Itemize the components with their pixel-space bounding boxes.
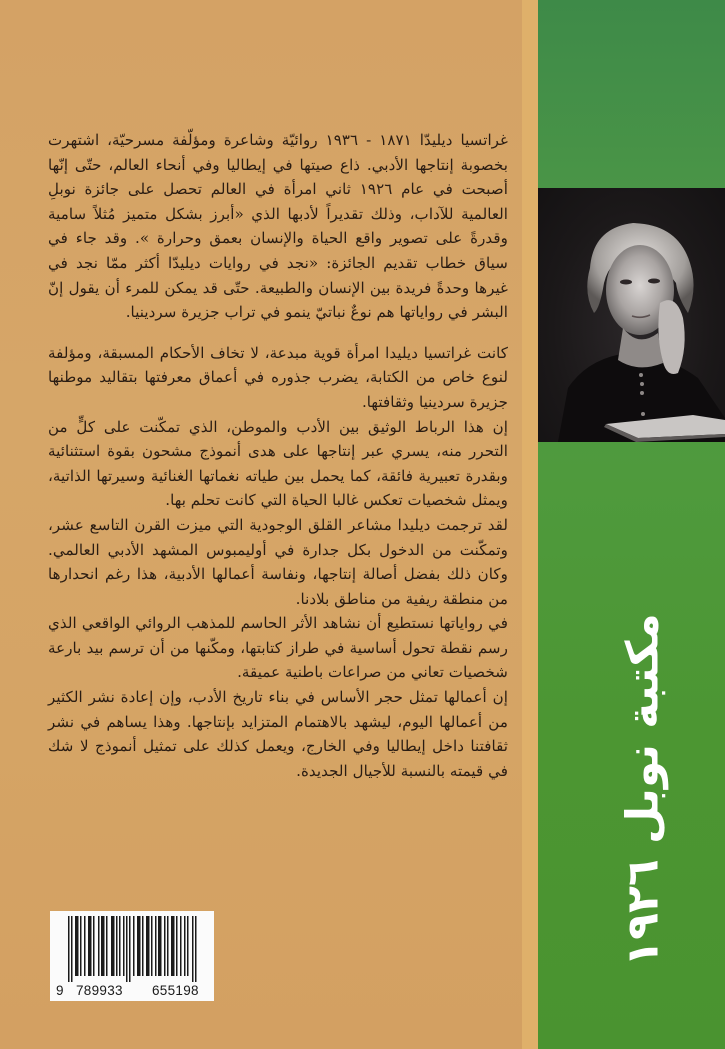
portrait-icon — [538, 188, 725, 442]
description-paragraph: إن هذا الرباط الوثيق بين الأدب والموطن، الذي تمكّنت على كلٍّ من التحرر منه، يسري عبر إنتاجها على هدى أنموذج مشحون بقوة استثنائية وبقدرة تعبيرية فائقة، كما يحمل بين طياته نغماتها الغنائية وسيرتها الذاتية، ويمثل شخصيات تعكس غالبا الحياة التي كانت تحلم بها. — [48, 417, 508, 510]
author-portrait-photo — [538, 188, 725, 442]
description-paragraph: إن أعمالها تمثل حجر الأساس في بناء تاريخ الأدب، وإن إعادة نشر الكثير من أعمالها اليوم، ليشهد بالاهتمام المتزايد بإنتاجها. وهذا يساهم في نشر ثقافتنا داخل إيطاليا وفي الخارج، ويعمل كذلك على تمثيل أنموذج لا شك في قيمته بالنسبة للأجيال الجديدة. — [48, 688, 508, 780]
isbn-group-1: 789933 — [76, 983, 123, 998]
description-paragraph: لقد ترجمت ديليدا مشاعر القلق الوجودية التي ميزت القرن التاسع عشر، وتمكّنت من الدخول بكل جدارة في أوليمبوس المشهد الأدبي العالمي. وكان ذلك بفضل أصالة إنتاجها، ونفاسة أعمالها الأدبية، هذا رغم انحدارها من منطقة ريفية من مناطق بلادنا. — [48, 515, 508, 608]
isbn-barcode — [50, 911, 214, 1001]
description-paragraph: في رواياتها نستطيع أن نشاهد الأثر الحاسم للمذهب الروائي الواقعي الذي رسم نقطة تحول أساسية في طراز كتابتها، ومكّنها من أن ترسم بيد بارعة شخصيات تعاني من صراعات باطنية عميقة. — [48, 614, 508, 682]
isbn-number — [56, 983, 199, 998]
book-description — [48, 128, 508, 783]
spine-series-title — [608, 590, 678, 990]
barcode-icon — [68, 916, 200, 982]
description-paragraph: غراتسيا ديليدّا ١٨٧١ - ١٩٣٦ روائيّة وشاعرة ومؤلّفة مسرحيّة، اشتهرت بخصوبة إنتاجها الأدبي. ذاع صيتها في إيطاليا وفي أنحاء العالم، حتّى إنّها أصبحت في عام ١٩٢٦ ثاني امرأة في العالم تحصل على جائزة نوبلِ العالمية للآداب، وذلك تقديراً لأدبها الذي «أبرز بشكل متميز مُثلاً سامية وقدرةً على تصوير واقع الحياة والإنسان بعمق وحرارة ». وقد جاء في سياق خطاب تقديم الجائزة: «نجد في روايات ديليدّا أكثر ممّا نجد في غيرها وحدةً فريدة بين الإنسان والطبيعة. حتّى قد يمكن للمرء أن يقول إنّ البشر في رواياتها هم نوعٌ نباتيّ ينمو في تراب جزيرة سردينيا. — [48, 131, 508, 322]
series-title-text: مكتبة نوبل ١٩٢٦ — [617, 613, 669, 967]
isbn-group-2: 655198 — [152, 983, 199, 998]
description-paragraph: كانت غراتسيا ديليدا امرأة قوية مبدعة، لا تخاف الأحكام المسبقة، ومؤلفة لنوع خاص من الكتابة، يضرب جذوره في أعماق معرفتها بتقاليد موطنها جزيرة سردينيا وثقافتها. — [48, 343, 508, 411]
cover-edge-strip — [522, 0, 538, 1049]
isbn-prefix: 9 — [56, 983, 64, 998]
